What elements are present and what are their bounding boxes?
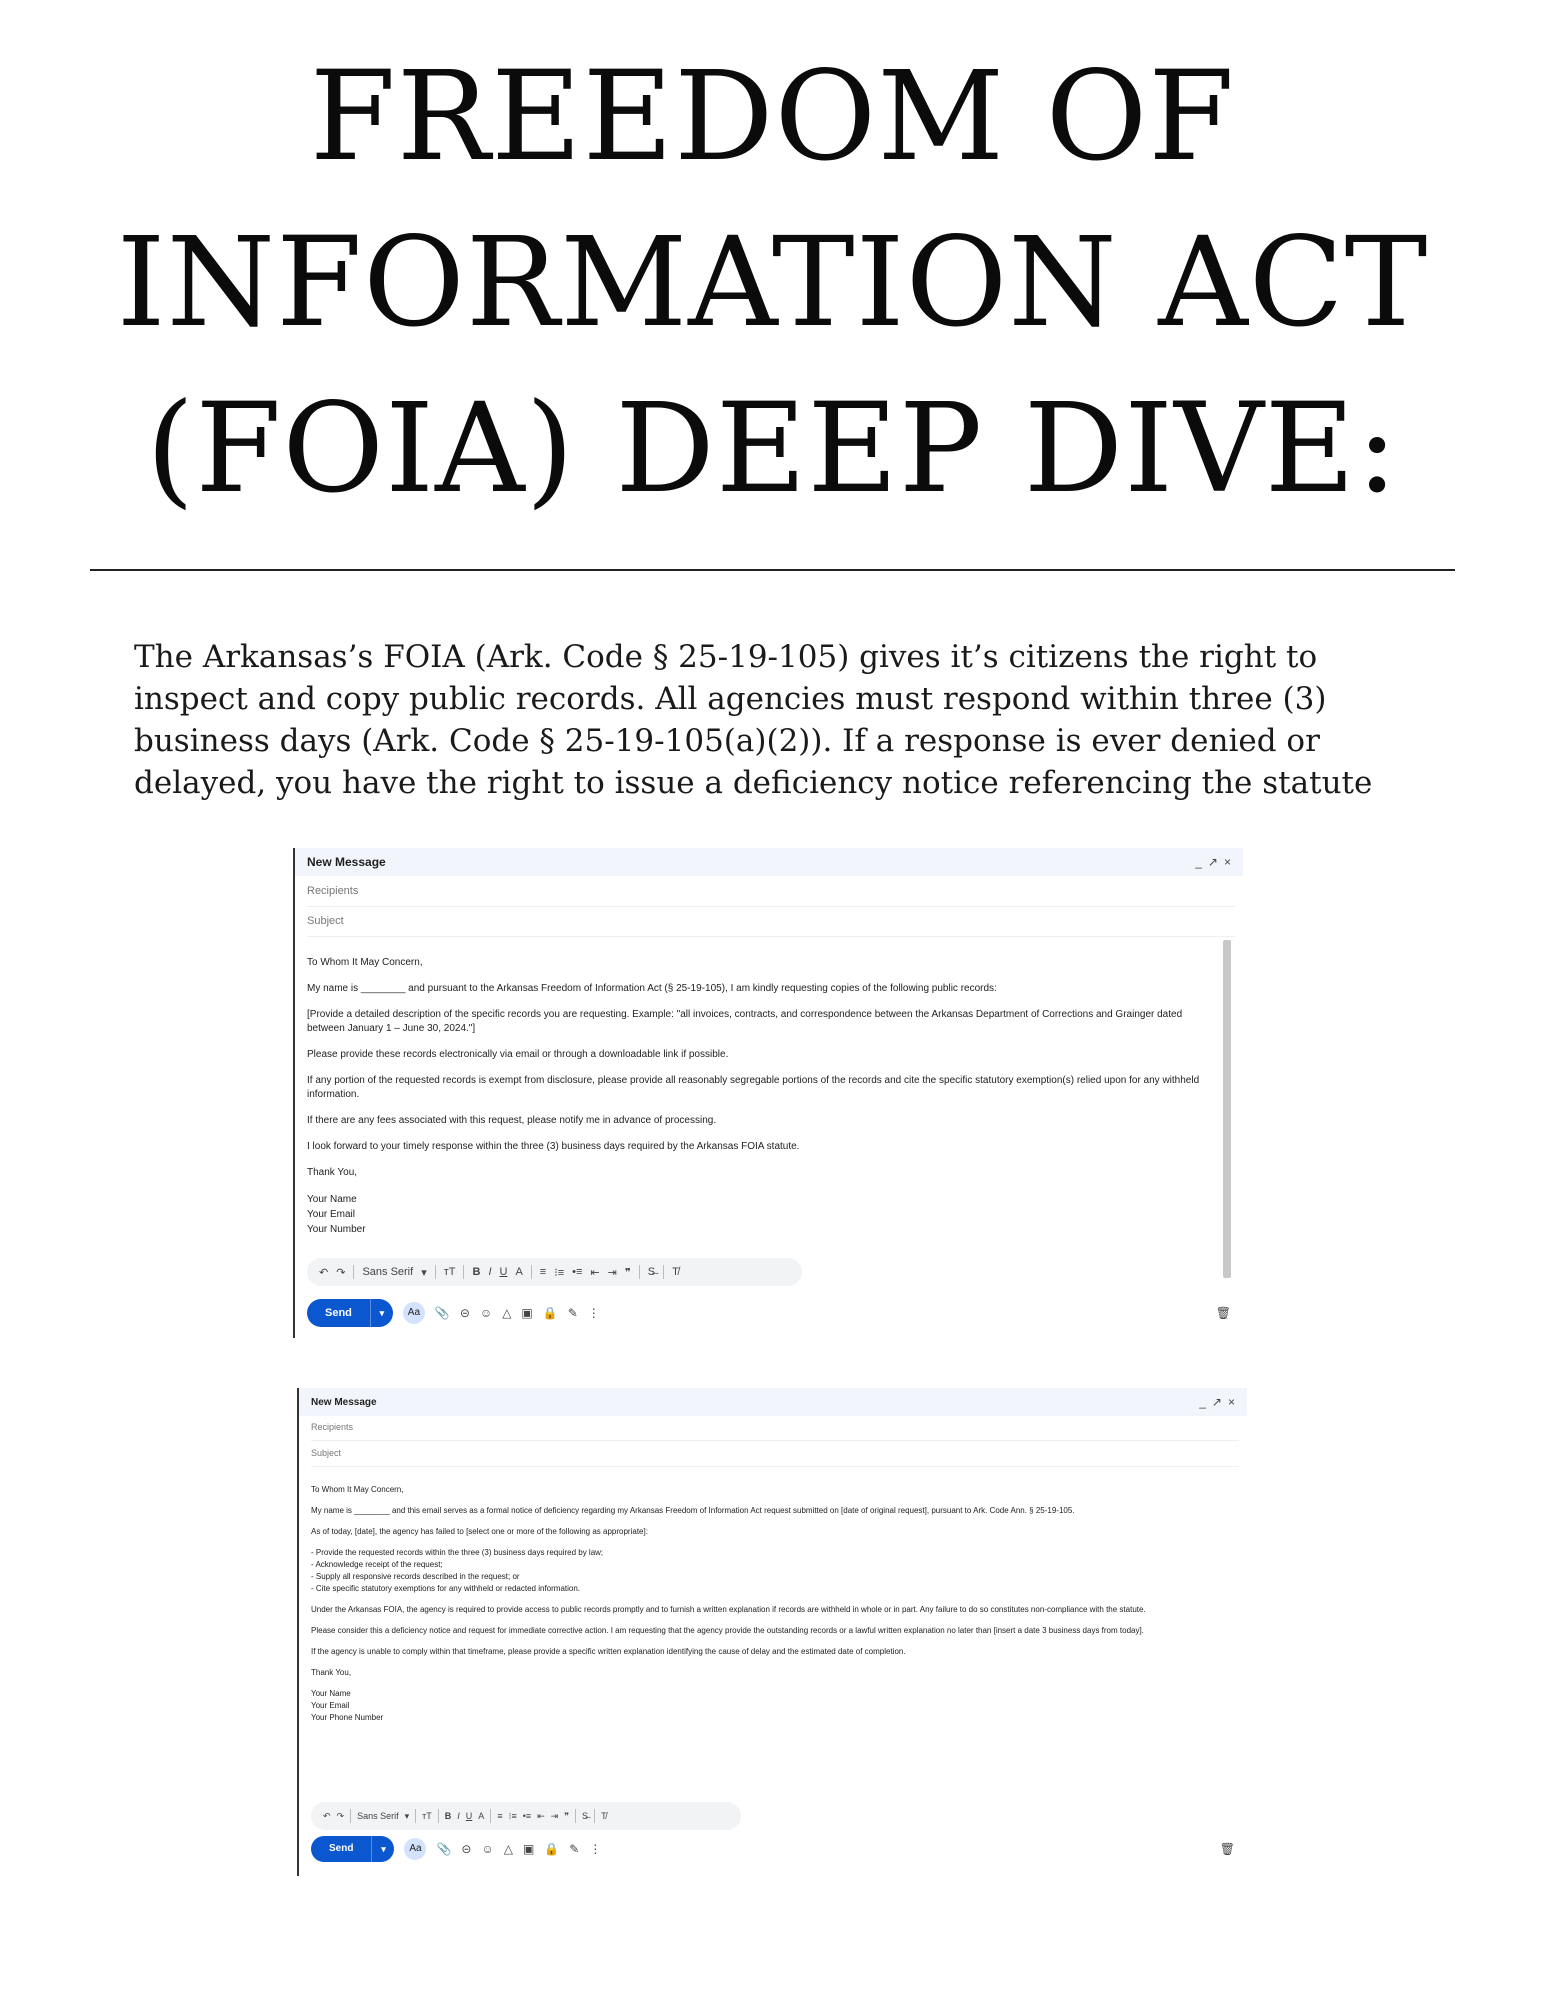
compose-title-bar [299, 1388, 1247, 1416]
clear-formatting-icon[interactable]: T̸ [672, 1266, 679, 1278]
toolbar-separator [490, 1809, 491, 1823]
body-paragraph: Thank You, [307, 1167, 358, 1178]
message-body[interactable] [307, 956, 1219, 1237]
indent-less-icon[interactable]: ⇤ [537, 1810, 545, 1821]
toolbar-separator [639, 1265, 640, 1279]
more-options-icon[interactable]: ⋮ [587, 1306, 600, 1320]
quote-icon[interactable]: ❞ [624, 1266, 631, 1279]
page-title [0, 34, 1545, 532]
attach-icon[interactable]: 📎 [436, 1842, 452, 1856]
emoji-icon[interactable]: ☺ [481, 1842, 494, 1856]
signature-email: Your Email [307, 1209, 355, 1220]
undo-icon[interactable]: ↶ [323, 1810, 331, 1821]
attach-icon[interactable]: 📎 [434, 1306, 450, 1320]
horizontal-divider [90, 569, 1455, 571]
minimize-icon[interactable]: _ [1195, 855, 1202, 869]
lock-icon[interactable]: 🔒 [544, 1842, 560, 1856]
send-button-group [311, 1836, 394, 1862]
scrollbar[interactable] [1223, 940, 1231, 1278]
numbered-list-icon[interactable]: ⁝≡ [554, 1266, 565, 1279]
compose-actions [307, 1298, 1231, 1328]
chevron-down-icon[interactable]: ▾ [421, 1266, 427, 1279]
close-icon[interactable]: × [1227, 1395, 1235, 1409]
body-paragraph: To Whom It May Concern, [307, 957, 423, 968]
compose-title: New Message [307, 855, 386, 869]
body-paragraph: If the agency is unable to comply within that timeframe, please provide a specific written explanation identifying the cause of delay and the estimated date of completion. [311, 1647, 906, 1656]
emoji-icon[interactable]: ☺ [479, 1306, 493, 1320]
formatting-options-button[interactable]: Aa [403, 1302, 425, 1324]
title-line-2: INFORMATION ACT [116, 211, 1429, 355]
chevron-down-icon[interactable]: ▾ [404, 1810, 410, 1821]
signature-number: Your Number [307, 1224, 366, 1235]
indent-less-icon[interactable]: ⇤ [590, 1266, 600, 1279]
indent-more-icon[interactable]: ⇥ [550, 1810, 559, 1821]
minimize-icon[interactable]: _ [1199, 1395, 1206, 1409]
strikethrough-icon[interactable]: S̶ [647, 1266, 656, 1278]
intro-paragraph: The Arkansas’s FOIA (Ark. Code § 25-19-105) gives it’s citizens the right to inspect and copy public records. All agencies must respond within three (3) business days (Ark. Code § 25-19-105(a)(2)). If a response is ever denied or delayed, you have the right to issue a deficiency notice referencing the statute [134, 639, 1373, 801]
photo-icon[interactable]: ▣ [521, 1306, 533, 1320]
recipients-field[interactable]: Recipients [311, 1414, 1239, 1441]
signature-number: Your Phone Number [311, 1713, 384, 1722]
font-size-icon[interactable]: тT [422, 1811, 432, 1821]
list-item: - Acknowledge receipt of the request; [311, 1560, 443, 1569]
numbered-list-icon[interactable]: ⁝≡ [508, 1810, 517, 1821]
indent-more-icon[interactable]: ⇥ [607, 1266, 617, 1279]
subject-field[interactable]: Subject [307, 906, 1235, 937]
drive-icon[interactable]: △ [502, 1306, 512, 1320]
redo-icon[interactable]: ↷ [336, 1810, 345, 1821]
toolbar-separator [463, 1265, 464, 1279]
signature-email: Your Email [311, 1701, 350, 1710]
italic-icon[interactable]: I [488, 1266, 492, 1278]
title-line-1: FREEDOM OF [309, 45, 1236, 189]
bulleted-list-icon[interactable]: •≡ [572, 1266, 583, 1278]
underline-icon[interactable]: U [499, 1266, 508, 1278]
text-color-icon[interactable]: A [478, 1811, 485, 1821]
signature-block [307, 1192, 1219, 1237]
formatting-toolbar [307, 1258, 802, 1286]
lock-icon[interactable]: 🔒 [542, 1306, 558, 1320]
font-select[interactable]: Sans Serif [357, 1811, 399, 1821]
strikethrough-icon[interactable]: S̶ [582, 1811, 589, 1821]
body-paragraph: [Provide a detailed description of the specific records you are requesting. Example: "all invoices, contracts, and correspondence between the Arkansas Department of Corrections and Grainger dated between January 1 – June 30, 2024."] [307, 1009, 1183, 1034]
body-paragraph: If any portion of the requested records is exempt from disclosure, please provide all reasonably segregable portions of the records and cite the specific statutory exemption(s) relied upon for any withheld information. [307, 1075, 1200, 1100]
trash-icon[interactable]: 🗑 [1219, 1842, 1235, 1856]
send-options-chevron-icon[interactable]: ▾ [370, 1299, 393, 1327]
recipients-field[interactable]: Recipients [307, 876, 1235, 907]
signature-pen-icon[interactable]: ✎ [567, 1306, 578, 1320]
body-paragraph: Please consider this a deficiency notice and request for immediate corrective action. I am requesting that the agency provide the outstanding records or a lawful written explanation no later than [insert a date 3 business days from today]. [311, 1626, 1144, 1635]
title-line-3: (FOIA) DEEP DIVE: [146, 377, 1399, 521]
quote-icon[interactable]: ❞ [564, 1810, 570, 1821]
more-options-icon[interactable]: ⋮ [589, 1842, 602, 1856]
failure-list [311, 1547, 1223, 1595]
body-paragraph: If there are any fees associated with this request, please notify me in advance of processing. [307, 1115, 717, 1126]
drive-icon[interactable]: △ [503, 1842, 513, 1856]
expand-icon[interactable]: ↗ [1207, 855, 1218, 869]
toolbar-separator [531, 1265, 532, 1279]
expand-icon[interactable]: ↗ [1211, 1395, 1222, 1409]
font-select[interactable]: Sans Serif [362, 1266, 414, 1278]
list-item: - Cite specific statutory exemptions for any withheld or redacted information. [311, 1584, 581, 1593]
toolbar-separator [575, 1809, 576, 1823]
text-color-icon[interactable]: A [515, 1266, 523, 1278]
toolbar-separator [663, 1265, 664, 1279]
bulleted-list-icon[interactable]: •≡ [522, 1811, 532, 1821]
link-icon[interactable]: ⊝ [459, 1306, 470, 1320]
toolbar-separator [438, 1809, 439, 1823]
toolbar-separator [435, 1265, 436, 1279]
formatting-options-button[interactable]: Aa [404, 1838, 426, 1860]
toolbar-separator [353, 1265, 354, 1279]
body-paragraph: To Whom It May Concern, [311, 1485, 404, 1494]
signature-name: Your Name [311, 1689, 351, 1698]
align-icon[interactable]: ≡ [497, 1811, 503, 1821]
bold-icon[interactable]: B [472, 1266, 481, 1278]
signature-pen-icon[interactable]: ✎ [569, 1842, 580, 1856]
compose-window-foia-request [293, 848, 1243, 1338]
body-paragraph: Thank You, [311, 1668, 352, 1677]
message-body[interactable] [311, 1484, 1223, 1724]
formatting-toolbar [311, 1802, 741, 1830]
italic-icon[interactable]: I [457, 1811, 460, 1821]
send-options-chevron-icon[interactable]: ▾ [371, 1836, 394, 1862]
body-paragraph: Under the Arkansas FOIA, the agency is required to provide access to public records promptly and to furnish a written explanation if records are withheld in whole or in part. Any failure to do so constitutes non-compliance with the statute. [311, 1605, 1146, 1614]
trash-icon[interactable]: 🗑 [1215, 1306, 1231, 1320]
compose-title-bar [295, 848, 1243, 876]
body-paragraph: My name is ________ and this email serves as a formal notice of deficiency regarding my Arkansas Freedom of Information Act request submitted on [date of original request], pursuant to Ark. Code Ann. § 25-19-105. [311, 1506, 1075, 1515]
send-button[interactable]: Send [329, 1843, 354, 1854]
signature-name: Your Name [307, 1194, 357, 1205]
toolbar-separator [350, 1809, 351, 1823]
signature-block [311, 1688, 1223, 1724]
bold-icon[interactable]: B [444, 1811, 452, 1821]
toolbar-separator [594, 1809, 595, 1823]
send-button[interactable]: Send [325, 1307, 352, 1319]
compose-title: New Message [311, 1396, 377, 1408]
body-paragraph: As of today, [date], the agency has failed to [select one or more of the following as appropriate]: [311, 1527, 648, 1536]
align-icon[interactable]: ≡ [539, 1266, 547, 1278]
list-item: - Supply all responsive records described in the request; or [311, 1572, 520, 1581]
close-icon[interactable]: × [1223, 855, 1231, 869]
send-button-group [307, 1299, 393, 1327]
redo-icon[interactable]: ↷ [336, 1266, 346, 1279]
compose-window-deficiency-notice [297, 1388, 1247, 1876]
toolbar-separator [415, 1809, 416, 1823]
link-icon[interactable]: ⊝ [461, 1842, 472, 1856]
subject-field[interactable]: Subject [311, 1440, 1239, 1467]
undo-icon[interactable]: ↶ [319, 1266, 329, 1279]
underline-icon[interactable]: U [465, 1811, 473, 1821]
body-paragraph: Please provide these records electronically via email or through a downloadable link if possible. [307, 1049, 729, 1060]
body-paragraph: My name is ________ and pursuant to the Arkansas Freedom of Information Act (§ 25-19-105), I am kindly requesting copies of the following public records: [307, 983, 997, 994]
clear-formatting-icon[interactable]: T̸ [601, 1811, 607, 1821]
body-paragraph: I look forward to your timely response within the three (3) business days required by the Arkansas FOIA statute. [307, 1141, 800, 1152]
compose-actions [311, 1834, 1235, 1864]
photo-icon[interactable]: ▣ [522, 1842, 535, 1856]
font-size-icon[interactable]: тT [443, 1266, 456, 1278]
list-item: - Provide the requested records within the three (3) business days required by law; [311, 1548, 604, 1557]
